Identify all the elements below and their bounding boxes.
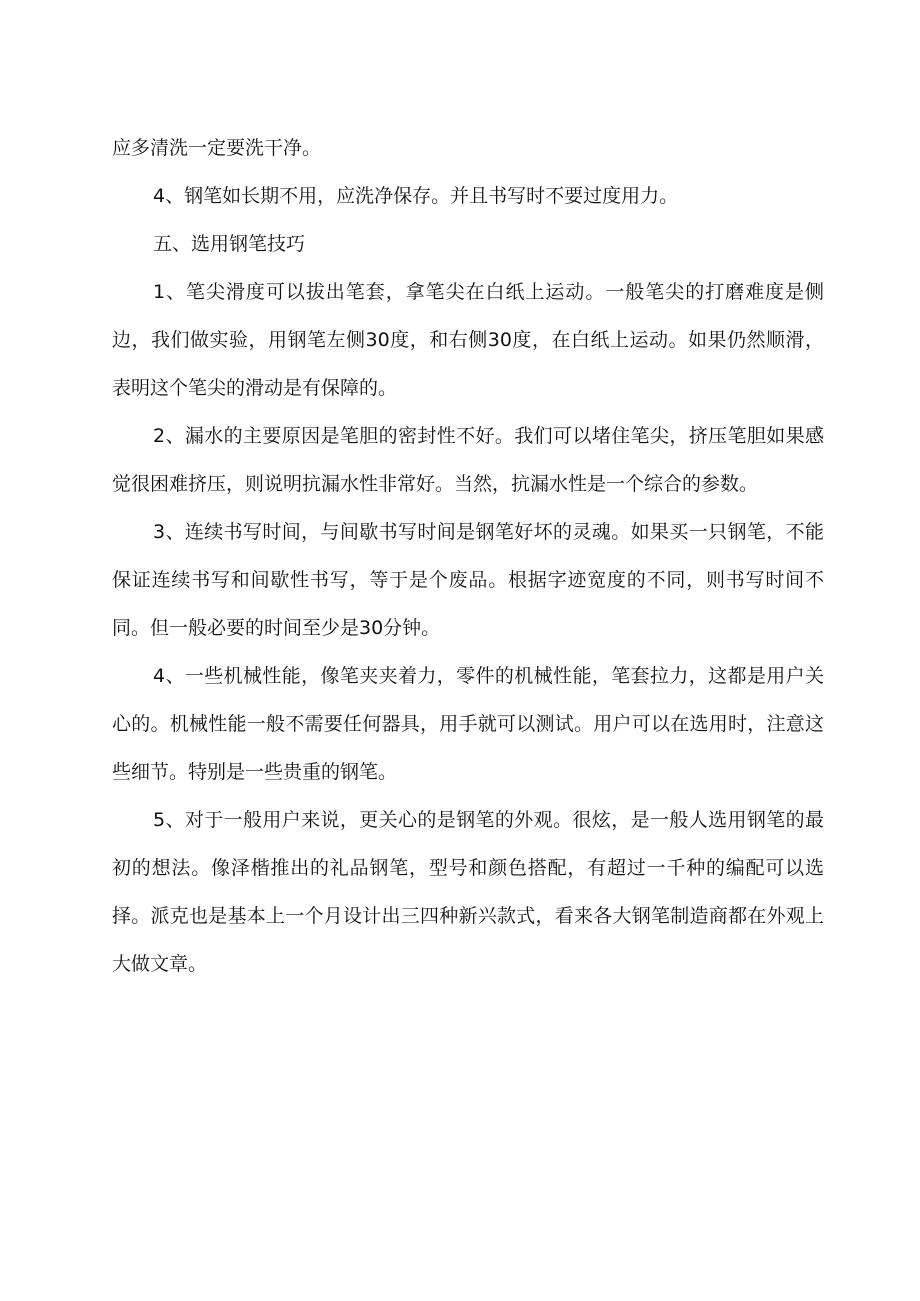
paragraph-tip-2-leakage: 2、漏水的主要原因是笔胆的密封性不好。我们可以堵住笔尖，挤压笔胆如果感觉很困难挤压，则说明抗漏水性非常好。当然，抗漏水性是一个综合的参数。	[112, 425, 824, 495]
paragraph-tip-3-writing-time: 3、连续书写时间，与间歇书写时间是钢笔好坏的灵魂。如果买一只钢笔，不能保证连续书写和间歇性书写，等于是个废品。根据字迹宽度的不同，则书写时间不同。但一般必要的时间至少是30分钟。	[112, 521, 824, 639]
section-heading-selection-tips: 五、选用钢笔技巧	[153, 233, 306, 255]
document-body	[112, 124, 824, 988]
paragraph-continuation: 应多清洗一定要洗干净。	[112, 137, 322, 159]
paragraph-tip-1-nib-smoothness: 1、笔尖滑度可以拔出笔套，拿笔尖在白纸上运动。一般笔尖的打磨难度是侧边，我们做实验，用钢笔左侧30度，和右侧30度，在白纸上运动。如果仍然顺滑，表明这个笔尖的滑动是有保障的。	[112, 281, 824, 399]
paragraph-tip-5-appearance: 5、对于一般用户来说，更关心的是钢笔的外观。很炫，是一般人选用钢笔的最初的想法。像泽楷推出的礼品钢笔，型号和颜色搭配，有超过一千种的编配可以选择。派克也是基本上一个月设计出三四种新兴款式，看来各大钢笔制造商都在外观上大做文章。	[112, 809, 824, 975]
paragraph-item-4-storage: 4、钢笔如长期不用，应洗净保存。并且书写时不要过度用力。	[153, 185, 679, 207]
paragraph-tip-4-mechanical: 4、一些机械性能，像笔夹夹着力，零件的机械性能，笔套拉力，这都是用户关心的。机械性能一般不需要任何器具，用手就可以测试。用户可以在选用时，注意这些细节。特别是一些贵重的钢笔。	[112, 665, 824, 783]
